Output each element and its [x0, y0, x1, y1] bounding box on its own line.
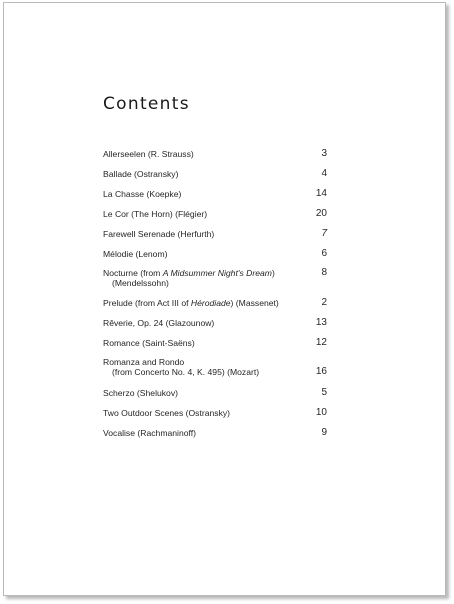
toc-entry-page: 4 [321, 168, 327, 179]
toc-entry[interactable] [103, 189, 327, 199]
toc-entry-title: Nocturne (from A Midsummer Night's Dream) [103, 268, 275, 278]
toc-entry[interactable] [103, 229, 327, 239]
toc-entry-title: Ballade (Ostransky) [103, 169, 179, 179]
toc-entry-title: Vocalise (Rachmaninoff) [103, 428, 196, 438]
toc-entry-title: La Chasse (Koepke) [103, 189, 182, 199]
toc-entry-title-continued: (Mendelssohn) [112, 278, 169, 288]
toc-entry-title: Mélodie (Lenom) [103, 249, 168, 259]
toc-entry[interactable] [103, 357, 327, 377]
toc-entry-title-continued: (from Concerto No. 4, K. 495) (Mozart) [112, 367, 260, 377]
toc-entry-page: 14 [315, 188, 327, 199]
toc-entry-page: 10 [315, 407, 327, 418]
toc-entry[interactable] [103, 338, 327, 348]
toc-entry-title: Prelude (from Act III of Hérodiade) (Massenet) [103, 298, 279, 308]
toc-entry-page: 7 [321, 228, 327, 239]
toc-entry-title: Farewell Serenade (Herfurth) [103, 229, 215, 239]
toc-entry[interactable] [103, 388, 327, 398]
toc-entry-page: 8 [321, 267, 327, 278]
toc-entry-title: Allerseelen (R. Strauss) [103, 149, 194, 159]
toc-entry[interactable] [103, 268, 327, 288]
toc-entry[interactable] [103, 149, 327, 159]
toc-entry-title: Romance (Saint-Saëns) [103, 338, 195, 348]
toc-entry-page: 20 [315, 208, 327, 219]
toc-entry-page: 5 [321, 387, 327, 398]
toc-entry-page: 9 [321, 427, 327, 438]
toc-entry-page: 6 [321, 248, 327, 259]
toc-entry[interactable] [103, 428, 327, 438]
toc-entry[interactable] [103, 249, 327, 259]
toc-entry[interactable] [103, 169, 327, 179]
toc-entry-page: 12 [315, 337, 327, 348]
toc-entry-page: 16 [315, 366, 327, 377]
toc-entry-title: Le Cor (The Horn) (Flégier) [103, 209, 208, 219]
toc-entry-title: Rêverie, Op. 24 (Glazounow) [103, 318, 215, 328]
toc-entry-title: Scherzo (Shelukov) [103, 388, 178, 398]
toc-entry-title: Romanza and Rondo [103, 357, 185, 367]
toc-entry-page: 3 [321, 148, 327, 159]
toc-entry-title: Two Outdoor Scenes (Ostransky) [103, 408, 231, 418]
toc-entry-page: 13 [315, 317, 327, 328]
toc-entry[interactable] [103, 298, 327, 308]
toc-entry[interactable] [103, 318, 327, 328]
toc-entry[interactable] [103, 408, 327, 418]
toc-entry[interactable] [103, 209, 327, 219]
page-title: Contents [103, 94, 190, 114]
toc-entry-page: 2 [321, 297, 327, 308]
